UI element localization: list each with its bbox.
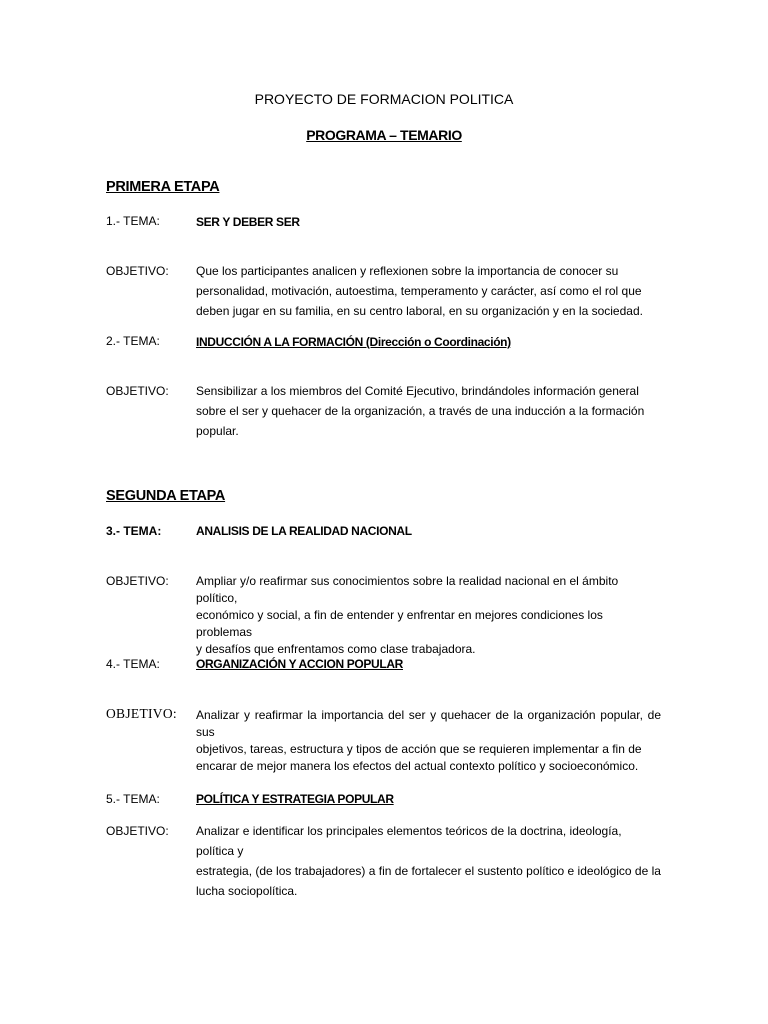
tema-label: 2.- TEMA: <box>106 334 160 348</box>
objetivo-line: Analizar e identificar los principales elementos teóricos de la doctrina, ideología, política y <box>196 824 622 858</box>
objetivo-line: lucha sociopolítica. <box>196 884 298 898</box>
tema-label: 4.- TEMA: <box>106 657 160 671</box>
stage-heading-primera: PRIMERA ETAPA <box>106 179 220 195</box>
objetivo-label: OBJETIVO: <box>106 574 169 588</box>
objetivo-line: encarar de mejor manera los efectos del actual contexto político y socioeconómico. <box>196 759 639 773</box>
objetivo-line: económico y social, a fin de entender y enfrentar en mejores condiciones los problemas <box>196 608 603 639</box>
objetivo-line: objetivos, tareas, estructura y tipos de acción que se requieren implementar a fin de <box>196 742 642 756</box>
objetivo-line: Analizar y reafirmar la importancia del ser y quehacer de la organización popular, de sus <box>196 708 661 739</box>
objetivo-label: OBJETIVO: <box>106 384 169 398</box>
objetivo-line: Que los participantes analicen y reflexionen sobre la importancia de conocer su <box>196 264 619 278</box>
objetivo-text <box>196 261 661 321</box>
objetivo-line: sobre el ser y quehacer de la organización, a través de una inducción a la formación <box>196 404 645 418</box>
tema-title: ORGANIZACIÓN Y ACCION POPULAR <box>196 657 403 671</box>
tema-title: INDUCCIÓN A LA FORMACIÓN (Dirección o Coordinación) <box>196 335 511 349</box>
document-title: PROYECTO DE FORMACION POLITICA <box>254 91 514 107</box>
objetivo-label: OBJETIVO: <box>106 706 177 721</box>
stage-heading-segunda: SEGUNDA ETAPA <box>106 488 226 504</box>
objetivo-line: popular. <box>196 424 239 438</box>
objetivo-label: OBJETIVO: <box>106 264 169 278</box>
objetivo-line: y desafíos que enfrentamos como clase trabajadora. <box>196 642 476 656</box>
objetivo-line: estrategia, (de los trabajadores) a fin de fortalecer el sustento político e ideológico de la <box>196 864 661 878</box>
objetivo-line: Sensibilizar a los miembros del Comité Ejecutivo, brindándoles información general <box>196 384 639 398</box>
objetivo-line: Ampliar y/o reafirmar sus conocimientos sobre la realidad nacional en el ámbito político, <box>196 574 619 605</box>
objetivo-text <box>196 381 661 441</box>
objetivo-text <box>196 707 661 775</box>
document-subtitle: PROGRAMA – TEMARIO <box>306 127 462 143</box>
tema-label: 5.- TEMA: <box>106 792 160 806</box>
tema-title: ANALISIS DE LA REALIDAD NACIONAL <box>196 524 412 538</box>
objetivo-line: personalidad, motivación, autoestima, temperamento y carácter, así como el rol que <box>196 284 642 298</box>
tema-label: 3.- TEMA: <box>106 524 162 538</box>
objetivo-text <box>196 573 661 658</box>
tema-title: POLÍTICA Y ESTRATEGIA POPULAR <box>196 792 394 806</box>
objetivo-text <box>196 821 661 901</box>
tema-label: 1.- TEMA: <box>106 214 160 228</box>
objetivo-label: OBJETIVO: <box>106 824 169 838</box>
objetivo-line: deben jugar en su familia, en su centro laboral, en su organización y en la sociedad. <box>196 304 643 318</box>
tema-title: SER Y DEBER SER <box>196 215 300 229</box>
